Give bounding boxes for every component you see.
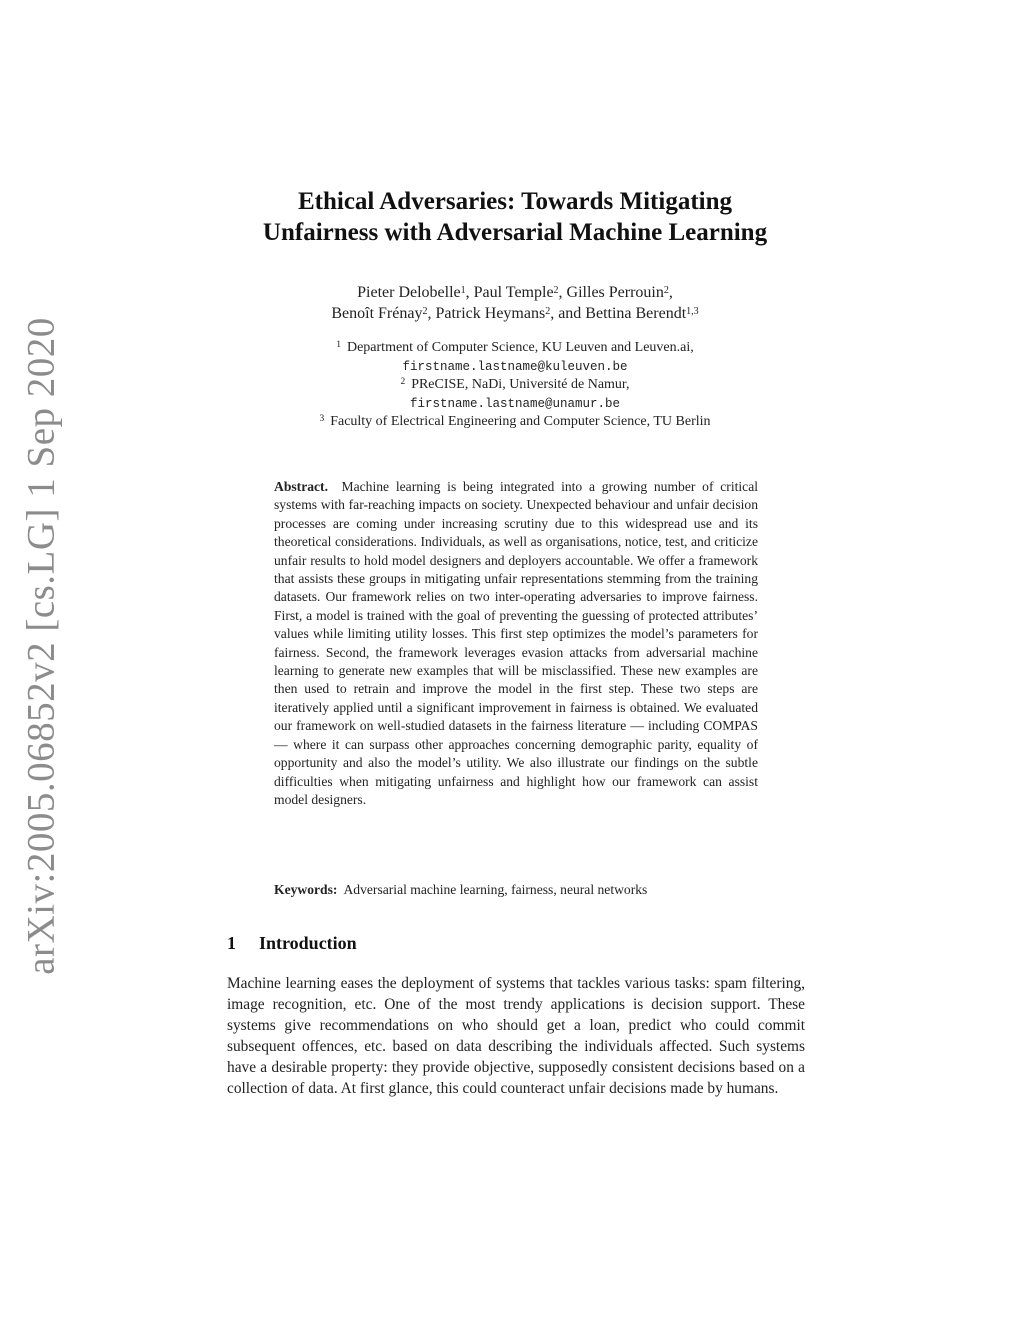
author-name: , Paul Temple [465, 284, 554, 301]
affiliation-1 [180, 339, 850, 358]
author-separator: , [668, 284, 673, 301]
affiliation-email-1: firstname.lastname@kuleuven.be [402, 359, 628, 374]
author-line-2 [180, 303, 850, 324]
author-name: , Gilles Perrouin [558, 284, 664, 301]
title-line-2: Unfairness with Adversarial Machine Learning [262, 219, 768, 246]
author-affil-mark: 2 [422, 306, 428, 317]
paper-title [180, 186, 850, 248]
author-affil-mark: 2 [545, 306, 551, 317]
affiliation-text: Faculty of Electrical Engineering and Computer Science, TU Berlin [330, 414, 711, 430]
arxiv-stamp: arXiv:2005.06852v2 [cs.LG] 1 Sep 2020 [19, 317, 63, 975]
author-affil-mark: 2 [663, 285, 669, 296]
author-name: Pieter Delobelle [357, 284, 461, 301]
section-heading [227, 932, 357, 954]
section-body: Machine learning eases the deployment of systems that tackles various tasks: spam filtering, image recognition, etc. One of the most trendy applications is decision support. These systems give recommendations on who should get a loan, predict who could commit subsequent offences, etc. based on data describing the individuals affected. Such systems have a desirable property: they provide objective, supposedly consistent decisions based on a collection of data. At first glance, this could counteract unfair decisions made by humans. [227, 975, 805, 1097]
title-line-1: Ethical Adversaries: Towards Mitigating [297, 188, 733, 215]
affiliation-2 [180, 376, 850, 395]
author-affil-mark: 2 [553, 285, 559, 296]
affiliation-text: PReCISE, NaDi, Université de Namur, [411, 377, 630, 393]
affiliation-3 [180, 413, 850, 432]
author-name: , Patrick Heymans [427, 305, 546, 322]
section-title: Introduction [259, 933, 357, 953]
author-list [180, 282, 850, 324]
section-number: 1 [227, 933, 236, 953]
author-affil-mark: 1,3 [686, 306, 699, 317]
affiliation-text: Department of Computer Science, KU Leuven and Leuven.ai, [346, 340, 694, 355]
affiliation-number: 3 [319, 414, 325, 425]
author-line-1 [180, 282, 850, 303]
affiliation-email-2: firstname.lastname@unamur.be [409, 396, 621, 411]
author-affil-mark: 1 [460, 285, 466, 296]
affiliation-number: 1 [336, 340, 341, 350]
keywords-label: Keywords: [274, 882, 338, 897]
keywords-text: Adversarial machine learning, fairness, neural networks [343, 882, 648, 897]
abstract [274, 478, 758, 809]
author-name: , and Bettina Berendt [550, 305, 687, 322]
abstract-text: Machine learning is being integrated into a growing number of critical systems with far-reaching impacts on society. Unexpected behaviour and unfair decision processes are coming under increasing scrutiny due to this widespread use and its theoretical considerations. Individuals, as well as organisations, notice, test, and criticize unfair results to hold model designers and deployers accountable. We offer a framework that assists these groups in mitigating unfair representations stemming from the training datasets. Our framework relies on two inter-operating adversaries to improve fairness. First, a model is trained with the goal of preventing the guessing of protected attributes’ values while limiting utility losses. This first step optimizes the model’s parameters for fairness. Second, the framework leverages evasion attacks from adversarial machine learning to generate new examples that will be misclassified. These new examples are then used to retrain and improve the model in the first step. These two steps are iteratively applied until a significant improvement in fairness is obtained. We evaluated our framework on well-studied datasets in the fairness literature — including COMPAS — where it can surpass other approaches concerning demographic parity, equality of opportunity and also the model’s utility. We also illustrate our findings on the subtle difficulties when mitigating unfairness and highlight how our framework can assist model designers. [274, 479, 758, 807]
affiliations [180, 339, 850, 432]
author-name: Benoît Frénay [331, 305, 423, 322]
keywords [274, 881, 758, 899]
affiliation-number: 2 [400, 377, 406, 388]
abstract-label: Abstract. [274, 479, 328, 494]
